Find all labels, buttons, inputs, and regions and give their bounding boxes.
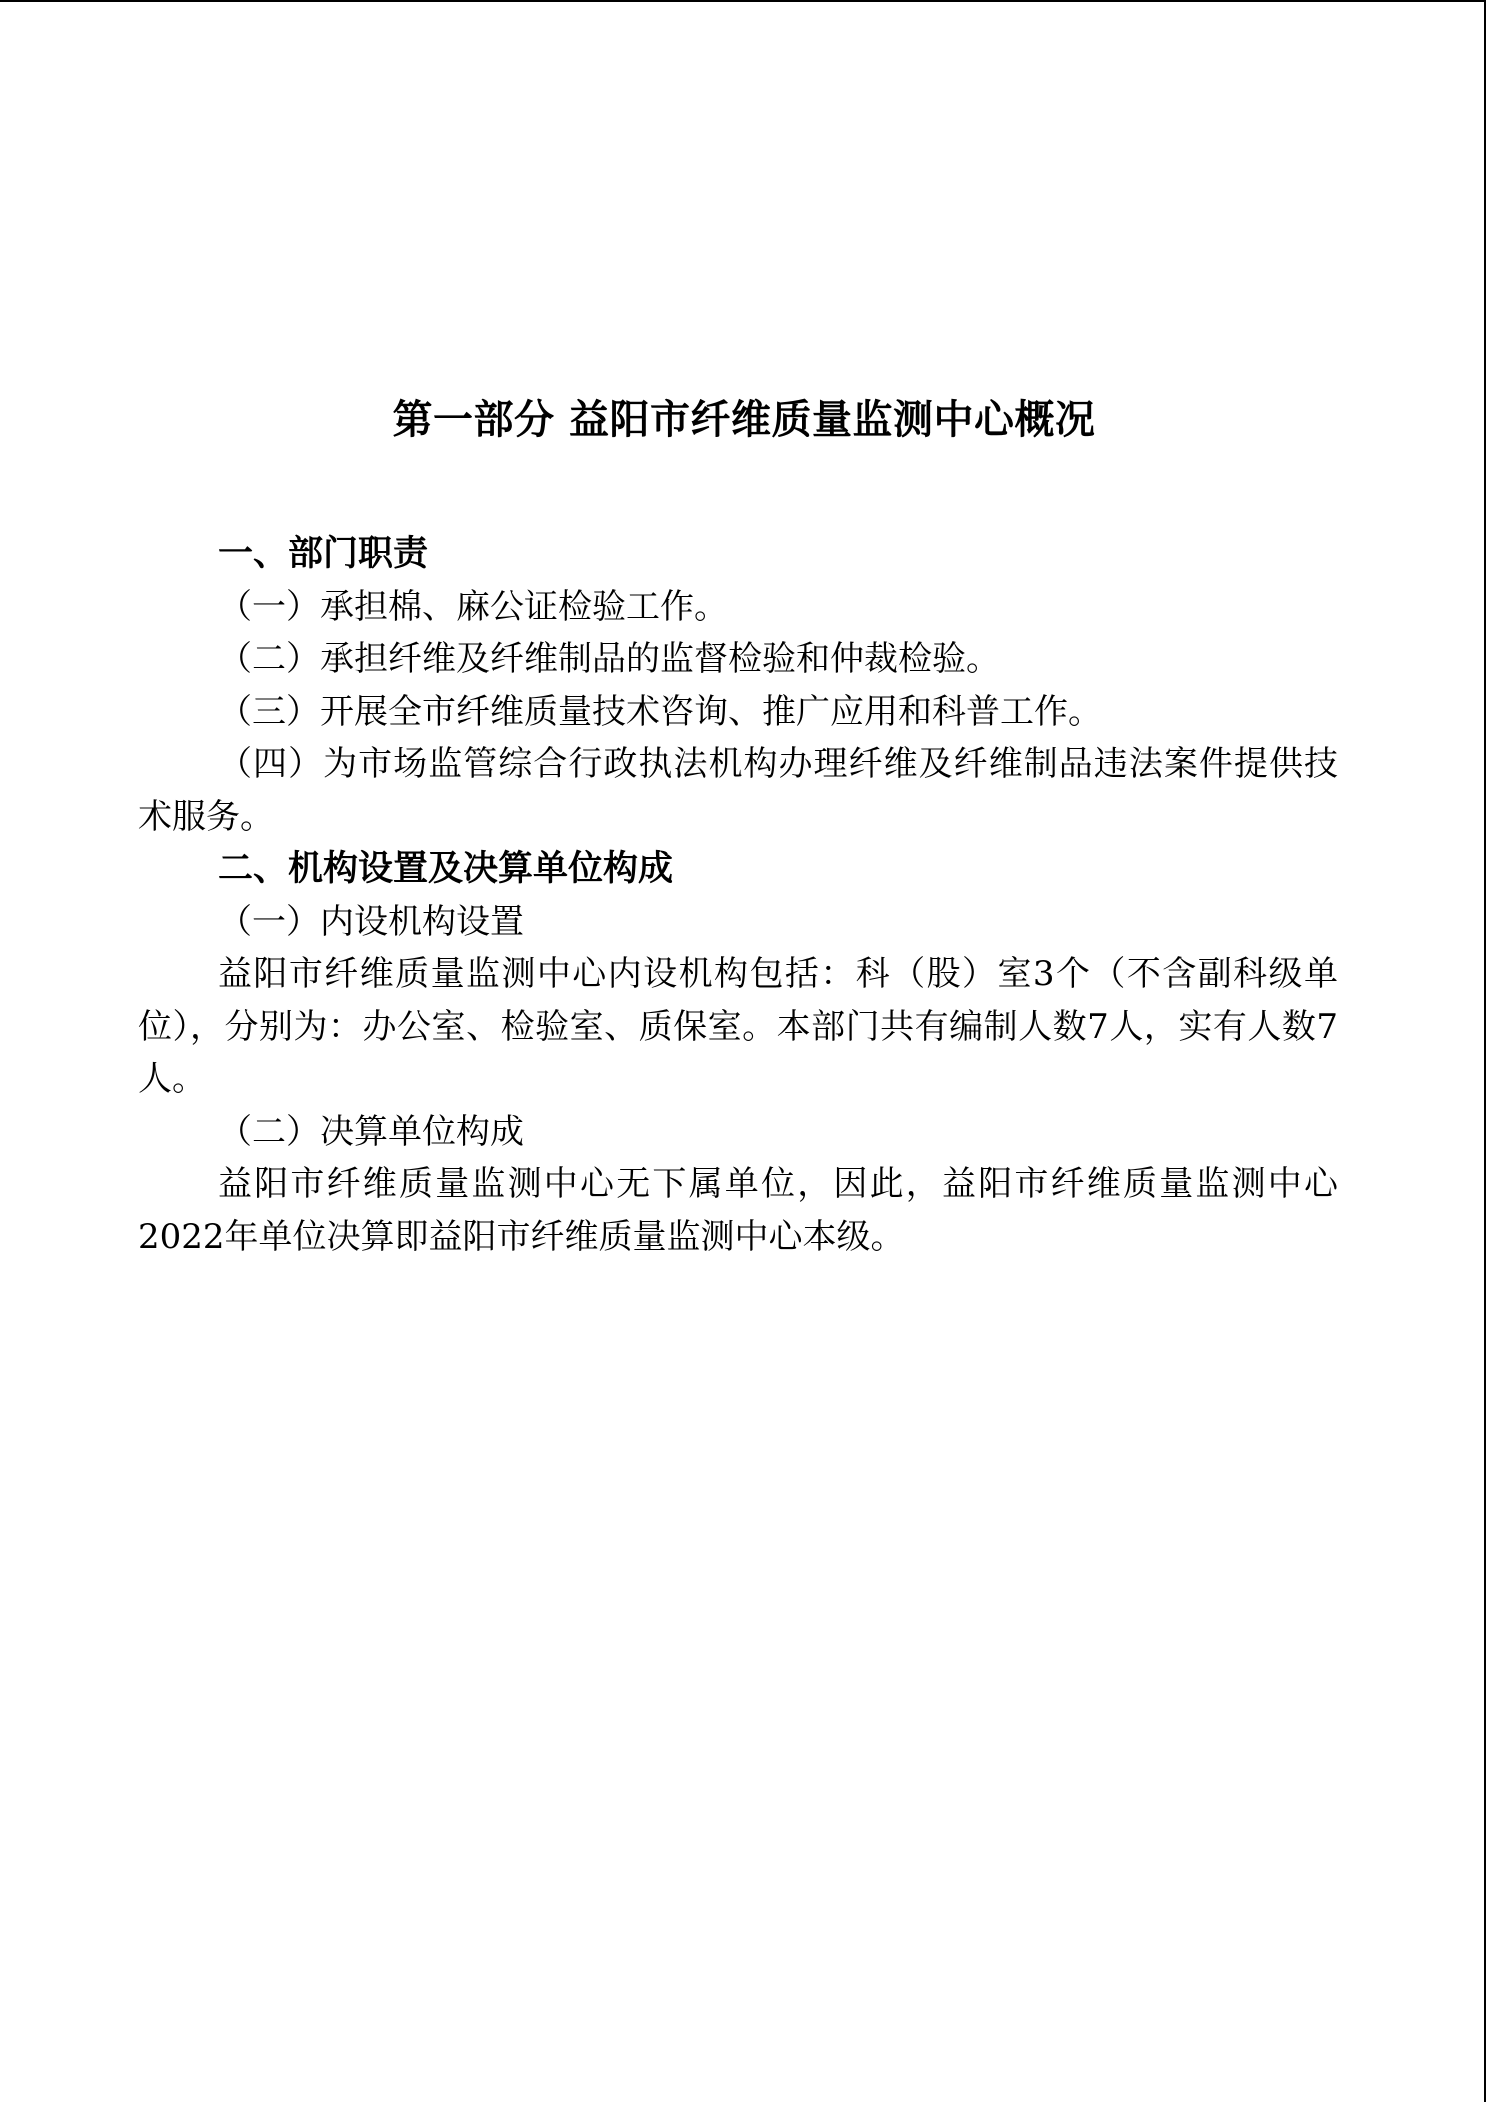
section-heading-duties: 一、部门职责 — [218, 534, 429, 574]
duty-item-4: （四）为市场监管综合行政执法机构办理纤维及纤维制品违法案件提供技术服务。 — [138, 744, 1338, 837]
duty-item-3: （三）开展全市纤维质量技术咨询、推广应用和科普工作。 — [218, 691, 1102, 732]
internal-structure-paragraph: 益阳市纤维质量监测中心内设机构包括：科（股）室3个（不含副科级单位），分别为：办公室、检验室、质保室。本部门共有编制人数7人，实有人数7人。 — [138, 954, 1338, 1099]
duty-item-2: （二）承担纤维及纤维制品的监督检验和仲裁检验。 — [218, 639, 1000, 679]
duty-item-1: （一）承担棉、麻公证检验工作。 — [218, 586, 728, 627]
units-paragraph: 益阳市纤维质量监测中心无下属单位，因此，益阳市纤维质量监测中心2022年单位决算即益阳市纤维质量监测中心本级。 — [138, 1164, 1338, 1257]
section-heading-structure: 二、机构设置及决算单位构成 — [218, 849, 674, 889]
subsection-heading-units: （二）决算单位构成 — [218, 1111, 524, 1152]
document-body — [138, 528, 1338, 1263]
document-title: 第一部分 益阳市纤维质量监测中心概况 — [392, 397, 1096, 443]
subsection-heading-internal: （一）内设机构设置 — [218, 901, 524, 942]
